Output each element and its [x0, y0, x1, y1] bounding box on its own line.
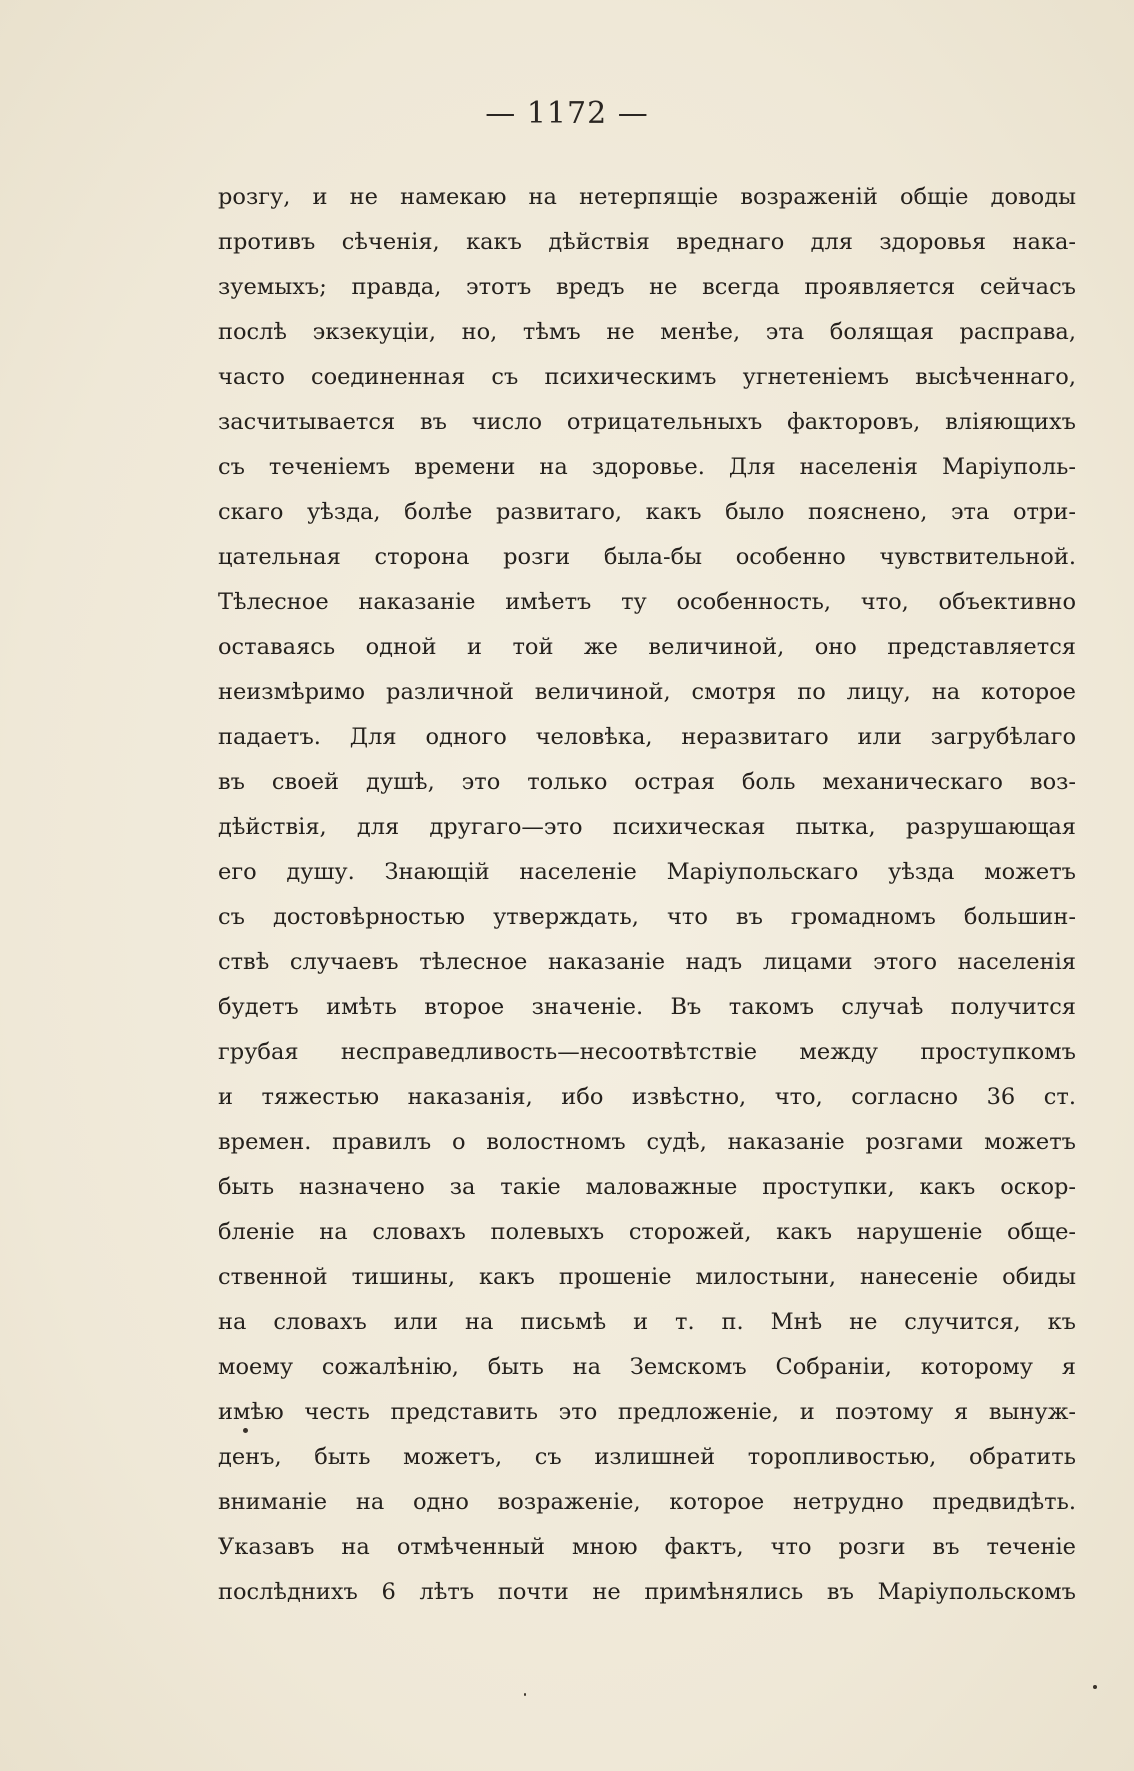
text-line: грубая несправедливость—несоотвѣтствіе между проступкомъ: [218, 1039, 1076, 1065]
text-line: неизмѣримо различной величиной, смотря по лицу, на которое: [218, 679, 1076, 705]
text-line: ственной тишины, какъ прошеніе милостыни, нанесеніе обиды: [218, 1264, 1076, 1290]
text-line: времен. правилъ о волостномъ судѣ, наказаніе розгами можетъ: [218, 1129, 1076, 1155]
text-line: его душу. Знающій населеніе Маріупольскаго уѣзда можетъ: [218, 859, 1076, 885]
text-line: часто соединенная съ психическимъ угнетеніемъ высѣченнаго,: [218, 364, 1076, 390]
text-line: бленіе на словахъ полевыхъ сторожей, какъ нарушеніе обще-: [218, 1219, 1076, 1245]
text-line: зуемыхъ; правда, этотъ вредъ не всегда проявляется сейчасъ: [218, 274, 1076, 300]
text-line: падаетъ. Для одного человѣка, неразвитаго или загрубѣлаго: [218, 724, 1076, 750]
text-line: засчитывается въ число отрицательныхъ факторовъ, вліяющихъ: [218, 409, 1076, 435]
text-line: дѣйствія, для другаго—это психическая пытка, разрушающая: [218, 814, 1076, 840]
paper-speck: [243, 1428, 248, 1433]
text-line: цательная сторона розги была-бы особенно чувствительной.: [218, 544, 1076, 570]
text-line: Тѣлесное наказаніе имѣетъ ту особенность, что, объективно: [218, 589, 1076, 615]
text-line: противъ сѣченія, какъ дѣйствія вреднаго для здоровья нака-: [218, 229, 1076, 255]
text-line: вниманіе на одно возраженіе, которое нетрудно предвидѣть.: [218, 1489, 1076, 1515]
text-line: съ достовѣрностью утверждать, что въ громадномъ большин-: [218, 904, 1076, 930]
text-line: имѣю честь представить это предложеніе, и поэтому я вынуж-: [218, 1399, 1076, 1425]
text-line: послѣднихъ 6 лѣтъ почти не примѣнялись въ Маріупольскомъ: [218, 1579, 1076, 1605]
text-line: на словахъ или на письмѣ и т. п. Мнѣ не случится, къ: [218, 1309, 1076, 1335]
text-line: послѣ экзекуціи, но, тѣмъ не менѣе, эта болящая расправа,: [218, 319, 1076, 345]
paper-speck: [524, 1693, 526, 1696]
text-line: скаго уѣзда, болѣе развитаго, какъ было пояснено, эта отри-: [218, 499, 1076, 525]
text-line: Указавъ на отмѣченный мною фактъ, что розги въ теченіе: [218, 1534, 1076, 1560]
text-line: будетъ имѣть второе значеніе. Въ такомъ случаѣ получится: [218, 994, 1076, 1020]
text-line: оставаясь одной и той же величиной, оно представляется: [218, 634, 1076, 660]
page-number: — 1172 —: [485, 96, 649, 131]
body-text: [218, 175, 1076, 1615]
text-line: моему сожалѣнію, быть на Земскомъ Собраніи, которому я: [218, 1354, 1076, 1380]
text-line: и тяжестью наказанія, ибо извѣстно, что, согласно 36 ст.: [218, 1084, 1076, 1110]
text-line: розгу, и не намекаю на нетерпящіе возраженій общіе доводы: [218, 184, 1076, 210]
text-line: въ своей душѣ, это только острая боль механическаго воз-: [218, 769, 1076, 795]
text-line: ствѣ случаевъ тѣлесное наказаніе надъ лицами этого населенія: [218, 949, 1076, 975]
paper-speck: [1093, 1685, 1097, 1689]
text-line: быть назначено за такіе маловажные проступки, какъ оскор-: [218, 1174, 1076, 1200]
text-line: денъ, быть можетъ, съ излишней торопливостью, обратить: [218, 1444, 1076, 1470]
text-line: съ теченіемъ времени на здоровье. Для населенія Маріуполь-: [218, 454, 1076, 480]
